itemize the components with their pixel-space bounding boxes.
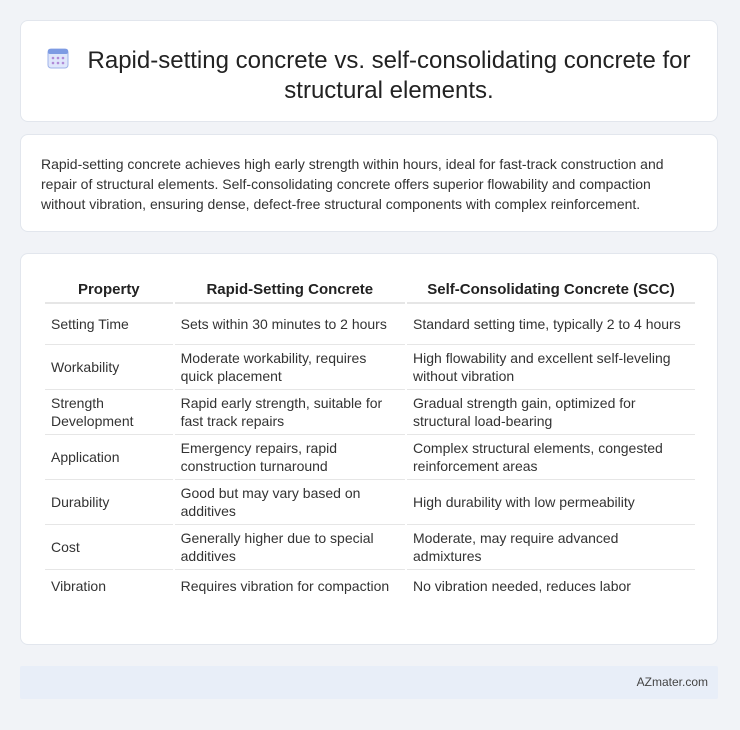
row-scc-value: Gradual strength gain, optimized for structural load-bearing bbox=[407, 390, 695, 435]
column-header-rapid-setting: Rapid-Setting Concrete bbox=[175, 274, 405, 304]
page-title: Rapid-setting concrete vs. self-consolidating concrete for structural elements. bbox=[87, 47, 691, 104]
row-scc-value: Standard setting time, typically 2 to 4 hours bbox=[407, 304, 695, 345]
row-rapid-value: Rapid early strength, suitable for fast track repairs bbox=[175, 390, 405, 435]
row-rapid-value: Generally higher due to special additives bbox=[175, 525, 405, 570]
row-rapid-value: Requires vibration for compaction bbox=[180, 577, 390, 594]
table-row bbox=[45, 345, 695, 390]
row-scc-value: Complex structural elements, congested reinforcement areas bbox=[407, 435, 695, 480]
row-property: Durability bbox=[45, 480, 173, 525]
row-scc-value: No vibration needed, reduces labor bbox=[413, 577, 631, 594]
description-text: Rapid-setting concrete achieves high early strength within hours, ideal for fast-track construction and repair of structural elements. Self-consolidating concrete offers superior flowability and compaction without vibration, ensuring dense, defect-free structural components with complex reinforcement. bbox=[41, 156, 664, 212]
row-property: Application bbox=[45, 435, 173, 480]
comparison-table-card bbox=[20, 253, 718, 645]
footer-site-link[interactable]: AZmater.com bbox=[636, 675, 708, 689]
row-scc-value: Moderate, may require advanced admixtures bbox=[407, 525, 695, 570]
description-card bbox=[20, 134, 718, 232]
row-scc-value: High flowability and excellent self-leveling without vibration bbox=[407, 345, 695, 390]
column-header-scc: Self-Consolidating Concrete (SCC) bbox=[407, 274, 695, 304]
table-header-row bbox=[45, 274, 695, 304]
row-property: Setting Time bbox=[45, 304, 173, 345]
table-row bbox=[45, 525, 695, 570]
table-row bbox=[45, 435, 695, 480]
table-row bbox=[45, 390, 695, 435]
row-rapid-value: Sets within 30 minutes to 2 hours bbox=[175, 304, 405, 345]
table-row bbox=[45, 480, 695, 525]
title-card bbox=[20, 20, 718, 122]
row-property: Cost bbox=[45, 525, 173, 570]
row-property: Strength Development bbox=[45, 390, 173, 435]
table-row bbox=[45, 570, 695, 601]
row-rapid-value: Moderate workability, requires quick placement bbox=[175, 345, 405, 390]
row-rapid-value: Good but may vary based on additives bbox=[175, 480, 405, 525]
row-scc-value: High durability with low permeability bbox=[407, 480, 695, 525]
comparison-table bbox=[43, 274, 697, 601]
row-property: Vibration bbox=[51, 577, 107, 594]
row-rapid-value: Emergency repairs, rapid construction turnaround bbox=[175, 435, 405, 480]
footer-bar bbox=[20, 666, 718, 699]
column-header-property: Property bbox=[45, 274, 173, 304]
table-row bbox=[45, 304, 695, 345]
row-property: Workability bbox=[45, 345, 173, 390]
